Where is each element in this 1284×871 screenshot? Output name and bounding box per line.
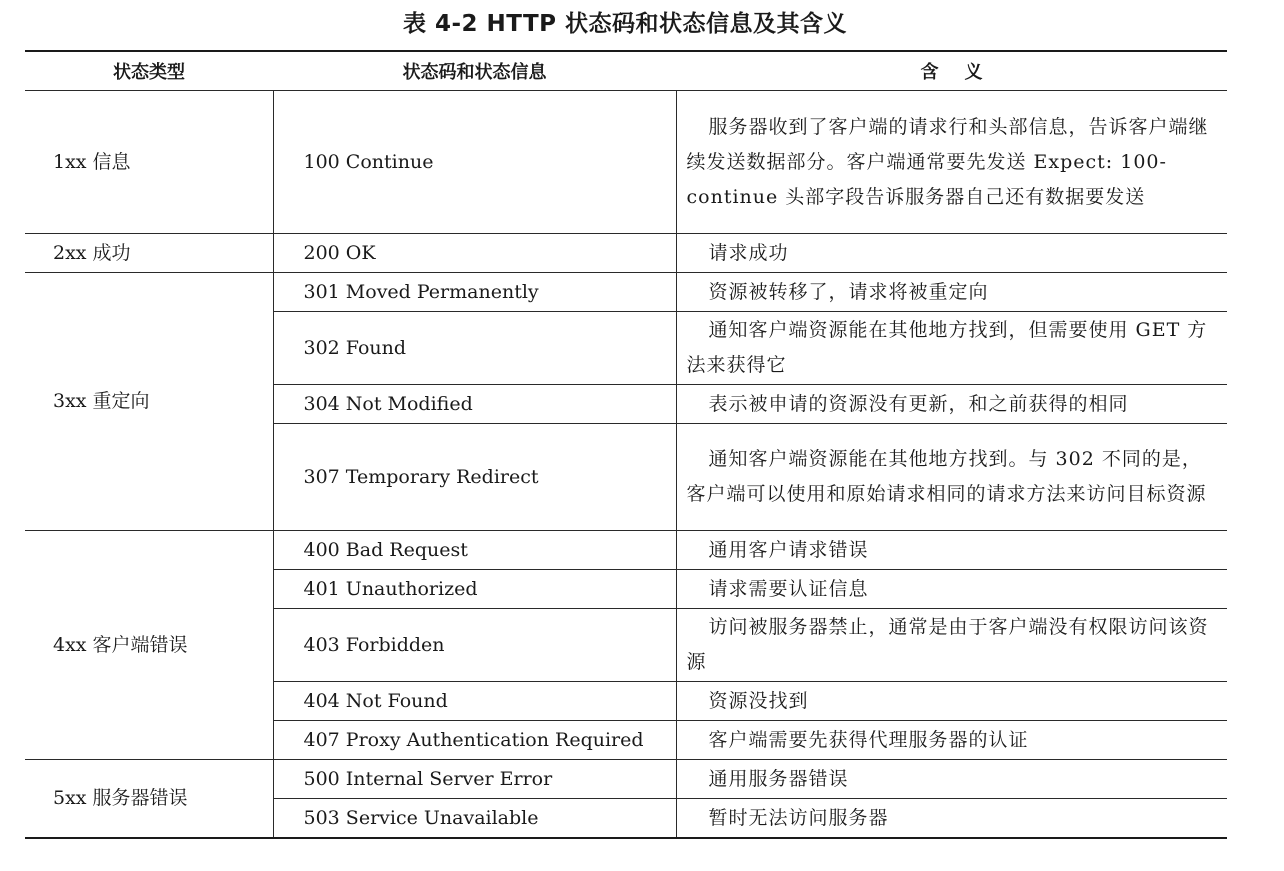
status-code-cell: 503 Service Unavailable [273,799,676,839]
status-code-cell: 400 Bad Request [273,531,676,570]
header-status-code: 状态码和状态信息 [273,51,676,91]
table-title: 表 4-2 HTTP 状态码和状态信息及其含义 [402,11,848,37]
header-meaning: 含义 [676,51,1227,91]
status-code-table [25,50,1227,839]
meaning-cell: 访问被服务器禁止，通常是由于客户端没有权限访问该资源 [676,609,1227,682]
table-row [25,760,1227,799]
meaning-cell: 通用服务器错误 [676,760,1227,799]
meaning-cell: 表示被申请的资源没有更新，和之前获得的相同 [676,385,1227,424]
table-row [25,531,1227,570]
status-type-cell: 3xx 重定向 [25,273,273,531]
status-type-cell: 2xx 成功 [25,234,273,273]
table-row [25,91,1227,234]
status-code-cell: 100 Continue [273,91,676,234]
meaning-cell: 服务器收到了客户端的请求行和头部信息，告诉客户端继续发送数据部分。客户端通常要先发送 Expect: 100-continue 头部字段告诉服务器自己还有数据要发送 [676,91,1227,234]
status-code-cell: 301 Moved Permanently [273,273,676,312]
header-row [25,51,1227,91]
status-type-cell: 5xx 服务器错误 [25,760,273,839]
status-code-cell: 401 Unauthorized [273,570,676,609]
status-code-cell: 500 Internal Server Error [273,760,676,799]
meaning-cell: 请求成功 [676,234,1227,273]
table-row [25,234,1227,273]
header-status-type: 状态类型 [25,51,273,91]
status-code-cell: 404 Not Found [273,682,676,721]
status-code-cell: 302 Found [273,312,676,385]
status-code-cell: 407 Proxy Authentication Required [273,721,676,760]
table-row [25,273,1227,312]
meaning-cell: 资源被转移了，请求将被重定向 [676,273,1227,312]
meaning-cell: 通知客户端资源能在其他地方找到。与 302 不同的是，客户端可以使用和原始请求相同的请求方法来访问目标资源 [676,424,1227,531]
meaning-cell: 客户端需要先获得代理服务器的认证 [676,721,1227,760]
meaning-cell: 资源没找到 [676,682,1227,721]
meaning-cell: 请求需要认证信息 [676,570,1227,609]
status-type-cell: 1xx 信息 [25,91,273,234]
status-code-cell: 403 Forbidden [273,609,676,682]
meaning-cell: 通知客户端资源能在其他地方找到，但需要使用 GET 方法来获得它 [676,312,1227,385]
status-code-cell: 304 Not Modified [273,385,676,424]
status-code-cell: 307 Temporary Redirect [273,424,676,531]
meaning-cell: 暂时无法访问服务器 [676,799,1227,839]
status-code-cell: 200 OK [273,234,676,273]
status-type-cell: 4xx 客户端错误 [25,531,273,760]
meaning-cell: 通用客户请求错误 [676,531,1227,570]
